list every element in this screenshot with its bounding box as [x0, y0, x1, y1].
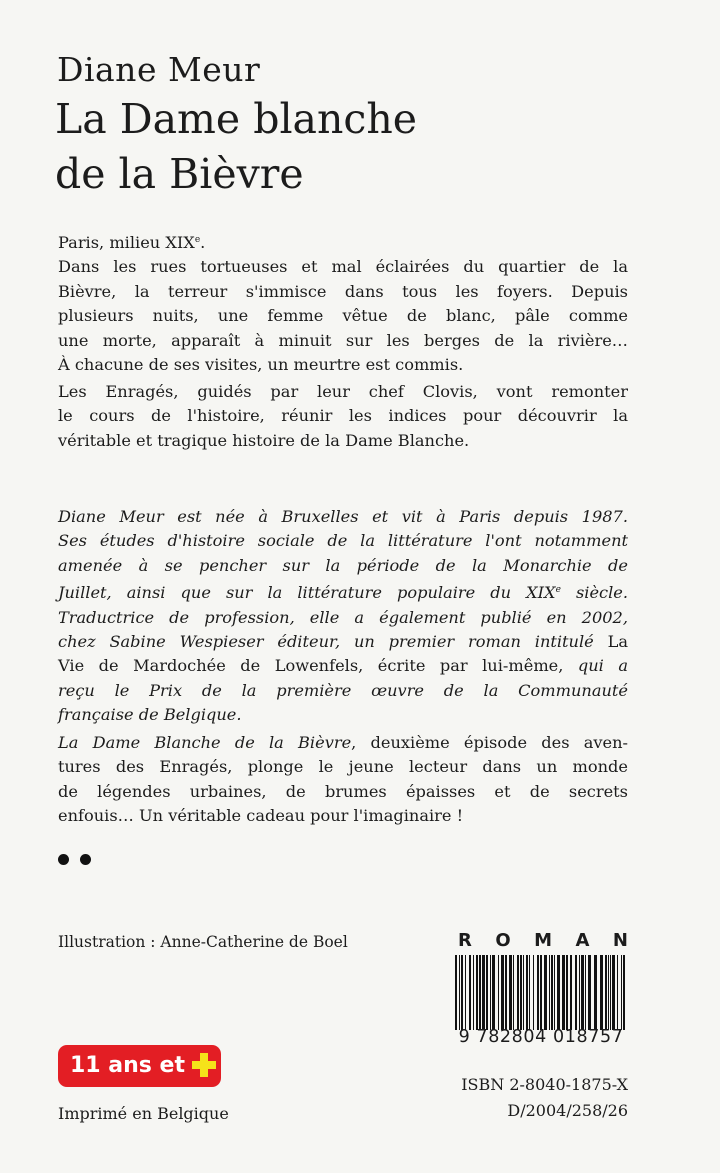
barcode-bar [579, 955, 580, 1030]
blurb-line: Bièvre, la terreur s'immisce dans tous les foyers. Depuis [58, 281, 628, 301]
barcode-bar [517, 955, 519, 1030]
bio-line: amenée à se pencher sur la période de la Monarchie de [58, 555, 628, 575]
bio-line: reçu le Prix de la première œuvre de la Communauté [58, 680, 628, 700]
series-dots [58, 850, 102, 869]
genre-letter: O [495, 930, 511, 951]
novel-title-segment: Vie de Mardochée de Lowenfels, écrite par lui-même, [58, 656, 564, 676]
age-badge-label: 11 ans et [70, 1053, 185, 1078]
printed-in: Imprimé en Belgique [58, 1104, 229, 1123]
barcode-bar [540, 955, 542, 1030]
blurb-paragraph-1 [58, 228, 628, 377]
book-title-reference: La Dame Blanche de la Bièvre [58, 733, 352, 752]
bio-line: Ses études d'histoire sociale de la littérature l'ont notamment [58, 531, 628, 551]
barcode-bar [562, 955, 565, 1030]
genre-letter: M [534, 930, 553, 951]
barcode-bar [621, 955, 622, 1030]
blurb-line: le cours de l'histoire, réunir les indices pour découvrir la [58, 406, 628, 426]
barcode-bar [610, 955, 611, 1030]
barcode-bar [588, 955, 591, 1030]
genre-label [458, 930, 628, 951]
ean-number: 9 782804 018757 [458, 1027, 624, 1047]
text-segment: . [200, 233, 206, 252]
barcode-bar [529, 955, 530, 1030]
text-segment: qui a [563, 656, 628, 676]
barcode-bar [465, 955, 466, 1030]
barcode-bar [585, 955, 586, 1030]
superscript: e [194, 235, 201, 245]
barcode-bar [490, 955, 491, 1030]
bio-line [58, 630, 628, 654]
barcode-bar [482, 955, 485, 1030]
barcode-bar [623, 955, 625, 1030]
blurb-line: À chacune de ses visites, un meurtre est commis. [58, 355, 464, 375]
barcode-bar [526, 955, 528, 1030]
barcode-bar [570, 955, 572, 1030]
blurb-line: Les Enragés, guidés par leur chef Clovis, vont remonter [58, 382, 628, 401]
genre-letter: R [458, 930, 472, 951]
barcode-bar [605, 955, 607, 1030]
barcode-bar [455, 955, 457, 1030]
episode-line [58, 731, 628, 755]
bio-line: Diane Meur est née à Bruxelles et vit à Paris depuis 1987. [58, 507, 628, 526]
barcode-bar [575, 955, 577, 1030]
barcode-bar [476, 955, 478, 1030]
bio-line: Traductrice de profession, elle a également publié en 2002, [58, 607, 628, 627]
legal-deposit: D/2004/258/26 [507, 1101, 628, 1120]
barcode-bar [509, 955, 512, 1030]
barcode-icon [455, 955, 627, 1030]
blurb-line: une morte, apparaît à minuit sur les berges de la rivière… [58, 330, 628, 350]
illustration-credit: Illustration : Anne-Catherine de Boel [58, 933, 348, 951]
episode-line: enfouis… Un véritable cadeau pour l'imaginaire ! [58, 806, 464, 826]
barcode-bar [461, 955, 463, 1030]
blurb-line: Dans les rues tortueuses et mal éclairées du quartier de la [58, 257, 628, 277]
superscript: e [555, 585, 561, 596]
bio-line [58, 654, 628, 678]
barcode-bar [551, 955, 553, 1030]
blurb-paragraph-2 [58, 380, 628, 453]
plus-icon [191, 1052, 217, 1078]
barcode-bar [520, 955, 522, 1030]
barcode-bar [479, 955, 481, 1030]
barcode-bar [594, 955, 597, 1030]
barcode-bar [492, 955, 495, 1030]
barcode-bar [566, 955, 568, 1030]
barcode-bar [533, 955, 534, 1030]
barcode-bar [554, 955, 555, 1030]
blurb-line: plusieurs nuits, une femme vêtue de blanc, pâle comme [58, 306, 628, 326]
text-segment: chez Sabine Wespieser éditeur, un premier roman intitulé [58, 632, 608, 652]
barcode-bar [537, 955, 539, 1030]
author-bio [58, 505, 628, 728]
bio-line: française de Belgique. [58, 705, 242, 725]
barcode-bar [523, 955, 524, 1030]
dot-icon [58, 854, 69, 865]
book-title-line-1: La Dame blanche [55, 95, 418, 143]
barcode-bar [557, 955, 560, 1030]
book-title-line-2: de la Bièvre [55, 150, 304, 198]
dot-icon [80, 854, 91, 865]
barcode-bar [600, 955, 603, 1030]
barcode-bar [612, 955, 615, 1030]
barcode-bar [544, 955, 547, 1030]
barcode-bar [459, 955, 460, 1030]
episode-description [58, 731, 628, 829]
barcode-bar [469, 955, 471, 1030]
barcode-bar [486, 955, 488, 1030]
barcode-bar [581, 955, 584, 1030]
episode-line: de légendes urbaines, de brumes épaisses et de secrets [58, 781, 628, 801]
episode-line: tures des Enragés, plonge le jeune lecteur dans un monde [58, 757, 628, 777]
text-segment: Juillet, ainsi que sur la littérature populaire du XIX [58, 583, 556, 603]
text-segment: siècle. [560, 583, 628, 603]
bio-line [58, 578, 628, 605]
barcode-bar [617, 955, 618, 1030]
barcode-bar [505, 955, 507, 1030]
age-badge [58, 1045, 221, 1087]
barcode-bar [473, 955, 474, 1030]
text-segment: , deuxième épisode des aven- [351, 733, 629, 752]
barcode-bar [501, 955, 504, 1030]
barcode-bar [608, 955, 609, 1030]
author-name: Diane Meur [57, 50, 261, 89]
genre-letter: N [612, 930, 628, 951]
text-segment: Paris, milieu XIX [58, 233, 195, 252]
barcode-bar [498, 955, 499, 1030]
blurb-line: véritable et tragique histoire de la Dame Blanche. [58, 430, 470, 450]
novel-title-segment: La [607, 632, 628, 652]
barcode-bar [513, 955, 514, 1030]
barcode-bar [549, 955, 550, 1030]
isbn: ISBN 2-8040-1875-X [461, 1075, 628, 1094]
genre-letter: A [575, 930, 590, 951]
blurb-line [58, 228, 628, 255]
